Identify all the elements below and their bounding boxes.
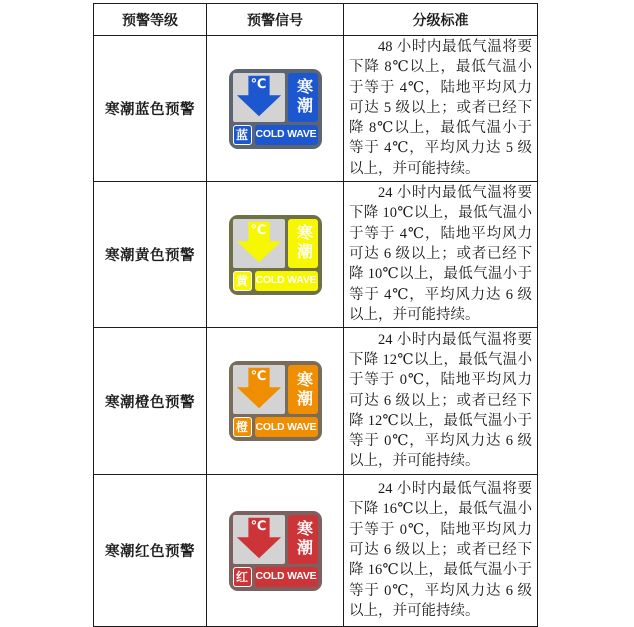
color-char-badge: 红 <box>233 567 252 587</box>
sign-top <box>233 73 318 122</box>
sign-top <box>233 515 318 564</box>
warning-signal-cell <box>207 182 344 328</box>
table-header-row <box>94 4 538 36</box>
temperature-drop-panel <box>233 515 285 564</box>
sign-name-vertical: 寒潮 <box>288 515 318 564</box>
cold-wave-label: COLD WAVE <box>255 567 318 587</box>
warning-signal-cell <box>207 475 344 627</box>
header-grading-standard: 分级标准 <box>344 4 538 36</box>
warning-level-blue: 寒潮蓝色预警 <box>94 36 207 182</box>
color-char-badge: 黄 <box>233 271 252 291</box>
sign-top <box>233 365 318 414</box>
temperature-drop-panel <box>233 219 285 268</box>
sign-bottom <box>233 417 318 437</box>
warning-level-orange: 寒潮橙色预警 <box>94 328 207 475</box>
sign-name-vertical: 寒潮 <box>288 219 318 268</box>
sign-name-vertical: 寒潮 <box>288 365 318 414</box>
header-warning-signal: 预警信号 <box>207 4 344 36</box>
celsius-symbol: ℃ <box>250 75 267 91</box>
temperature-drop-panel <box>233 365 285 414</box>
sign-bottom <box>233 567 318 587</box>
grading-standard-red: 24 小时内最低气温将要下降 16℃以上，最低气温小于等于 0℃，陆地平均风力可达 6 级以上；或者已经下降 16℃以上，最低气温小于等于 0℃，平均风力达 6 级以上，并可能持续。 <box>344 475 538 627</box>
cold-wave-sign-yellow <box>229 215 322 295</box>
warning-signal-cell <box>207 36 344 182</box>
cold-wave-sign-red <box>229 511 322 591</box>
temperature-drop-panel <box>233 73 285 122</box>
cold-wave-label: COLD WAVE <box>255 417 318 437</box>
table-row-yellow <box>94 182 538 328</box>
grading-standard-yellow: 24 小时内最低气温将要下降 10℃以上，最低气温小于等于 4℃，陆地平均风力可达 6 级以上；或者已经下降 10℃以上，最低气温小于等于 4℃，平均风力达 6 级以上，并可能持续。 <box>344 182 538 328</box>
grading-standard-blue: 48 小时内最低气温将要下降 8℃以上，最低气温小于等于 4℃，陆地平均风力可达 5 级以上；或者已经下降 8℃以上，最低气温小于等于 4℃，平均风力达 5 级以上，并可能持续。 <box>344 36 538 182</box>
cold-wave-label: COLD WAVE <box>255 125 318 145</box>
celsius-symbol: ℃ <box>250 368 267 384</box>
color-char-badge: 橙 <box>233 417 252 437</box>
celsius-symbol: ℃ <box>250 221 267 237</box>
sign-top <box>233 219 318 268</box>
table-row-red <box>94 475 538 627</box>
header-warning-level: 预警等级 <box>94 4 207 36</box>
warning-signal-cell <box>207 328 344 475</box>
grading-standard-orange: 24 小时内最低气温将要下降 12℃以上，最低气温小于等于 0℃，陆地平均风力可达 6 级以上；或者已经下降 12℃以上，最低气温小于等于 0℃，平均风力达 6 级以上，并可能持续。 <box>344 328 538 475</box>
cold-wave-label: COLD WAVE <box>255 271 318 291</box>
cold-wave-warning-table <box>93 3 538 627</box>
sign-bottom <box>233 271 318 291</box>
color-char-badge: 蓝 <box>233 125 252 145</box>
table-row-orange <box>94 328 538 475</box>
warning-level-red: 寒潮红色预警 <box>94 475 207 627</box>
table-row-blue <box>94 36 538 182</box>
sign-bottom <box>233 125 318 145</box>
sign-name-vertical: 寒潮 <box>288 73 318 122</box>
warning-level-yellow: 寒潮黄色预警 <box>94 182 207 328</box>
cold-wave-sign-orange <box>229 361 322 441</box>
cold-wave-sign-blue <box>229 69 322 149</box>
celsius-symbol: ℃ <box>250 517 267 533</box>
